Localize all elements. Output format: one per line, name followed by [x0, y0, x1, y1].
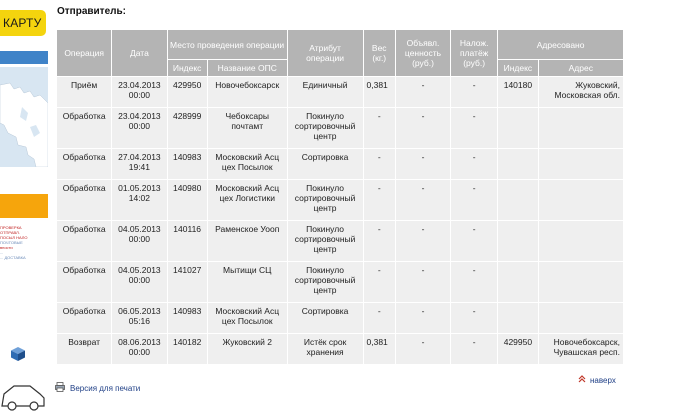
promo-line: ПОЧТОВЫЕ [0, 240, 23, 245]
cell-declared-value: - [396, 262, 450, 302]
cell-ops-name: Чебоксары почтамт [208, 108, 287, 148]
header-attribute: Атрибут операции [288, 30, 363, 76]
cell-date: 04.05.2013 00:00 [112, 262, 166, 302]
sender-label: Отправитель: [57, 6, 126, 17]
cell-operation: Обработка [57, 180, 111, 220]
cell-weight: 0,381 [364, 77, 395, 107]
cell-attribute: Сортировка [288, 149, 363, 179]
cell-declared-value: - [396, 180, 450, 220]
cell-declared-value: - [396, 303, 450, 333]
table-row [57, 303, 623, 333]
cell-index: 140983 [168, 149, 207, 179]
header-addressed-group: Адресовано [498, 30, 623, 59]
promo-line: ... [0, 250, 4, 255]
cell-cod: - [451, 108, 497, 148]
cell-cod: - [451, 334, 497, 364]
cell-ops-name: Мытищи СЦ [208, 262, 287, 302]
cell-attribute: Покинуло сортировочный центр [288, 262, 363, 302]
cell-address [539, 262, 623, 302]
cell-index: 140983 [168, 303, 207, 333]
cell-declared-value: - [396, 108, 450, 148]
cell-address [539, 221, 623, 261]
cell-declared-value: - [396, 221, 450, 261]
cell-index: 429950 [168, 77, 207, 107]
map-button-label: КАРТУ [3, 16, 42, 30]
table-row [57, 180, 623, 220]
table-row [57, 108, 623, 148]
box-icon [10, 346, 26, 362]
cell-address: Новочебоксарск, Чувашская респ. [539, 334, 623, 364]
cell-addr-index [498, 262, 537, 302]
cell-addr-index [498, 149, 537, 179]
cell-date: 04.05.2013 00:00 [112, 221, 166, 261]
header-operation: Операция [57, 30, 111, 76]
header-cod: Налож. платёж (руб.) [451, 30, 497, 76]
print-version-label: Версия для печати [70, 383, 141, 393]
table-row [57, 262, 623, 302]
cell-weight: - [364, 149, 395, 179]
back-to-top-label: наверх [590, 375, 616, 385]
car-icon [0, 376, 48, 412]
cell-date: 08.06.2013 00:00 [112, 334, 166, 364]
header-declared-value: Объявл. ценность (руб.) [396, 30, 450, 76]
left-sidebar [0, 0, 48, 412]
cell-ops-name: Московский Асц цех Логистики [208, 180, 287, 220]
cell-address [539, 303, 623, 333]
cell-attribute: Единичный [288, 77, 363, 107]
cell-date: 06.05.2013 05:16 [112, 303, 166, 333]
cell-addr-index [498, 180, 537, 220]
cell-declared-value: - [396, 334, 450, 364]
cell-cod: - [451, 149, 497, 179]
cell-ops-name: Московский Асц цех Посылок [208, 149, 287, 179]
cell-index: 428999 [168, 108, 207, 148]
table-row [57, 77, 623, 107]
header-date: Дата [112, 30, 166, 76]
cell-addr-index [498, 221, 537, 261]
cell-declared-value: - [396, 77, 450, 107]
cell-address [539, 180, 623, 220]
cell-ops-name: Московский Асц цех Посылок [208, 303, 287, 333]
header-address: Адрес [539, 60, 623, 76]
cell-attribute: Покинуло сортировочный центр [288, 221, 363, 261]
print-version-link[interactable] [55, 382, 140, 394]
cell-operation: Обработка [57, 303, 111, 333]
cell-date: 23.04.2013 00:00 [112, 77, 166, 107]
cell-operation: Обработка [57, 108, 111, 148]
cell-weight: - [364, 303, 395, 333]
cell-date: 01.05.2013 14:02 [112, 180, 166, 220]
back-to-top-link[interactable] [578, 375, 616, 385]
sidebar-orange-bar[interactable] [0, 194, 48, 218]
cell-operation: Обработка [57, 221, 111, 261]
cell-addr-index [498, 108, 537, 148]
cell-operation: Приём [57, 77, 111, 107]
cell-addr-index: 140180 [498, 77, 537, 107]
header-addr-index: Индекс [498, 60, 537, 76]
cell-cod: - [451, 77, 497, 107]
cell-cod: - [451, 221, 497, 261]
cell-date: 27.04.2013 19:41 [112, 149, 166, 179]
cell-weight: 0,381 [364, 334, 395, 364]
cell-addr-index: 429950 [498, 334, 537, 364]
cell-attribute: Сортировка [288, 303, 363, 333]
sidebar-blue-bar [0, 51, 48, 64]
promo-line: вности [0, 245, 13, 250]
table-row [57, 334, 623, 364]
table-row [57, 221, 623, 261]
cell-address [539, 149, 623, 179]
cell-ops-name: Раменское Уооп [208, 221, 287, 261]
header-place-group: Место проведения операции [168, 30, 287, 59]
cell-cod: - [451, 262, 497, 302]
print-icon [55, 382, 65, 394]
cell-ops-name: Жуковский 2 [208, 334, 287, 364]
map-button[interactable] [0, 10, 46, 36]
operations-table [56, 29, 624, 365]
cell-weight: - [364, 180, 395, 220]
cell-operation: Возврат [57, 334, 111, 364]
header-ops-name: Название ОПС [208, 60, 287, 76]
cell-index: 141027 [168, 262, 207, 302]
cell-cod: - [451, 303, 497, 333]
cell-ops-name: Новочебоксарск [208, 77, 287, 107]
cell-cod: - [451, 180, 497, 220]
table-row [57, 149, 623, 179]
promo-line: ... ДОСТАВКА [0, 255, 26, 260]
promo-line: ПОСЫЛ НАЛО [0, 235, 28, 240]
cell-weight: - [364, 221, 395, 261]
cell-attribute: Покинуло сортировочный центр [288, 108, 363, 148]
cell-index: 140980 [168, 180, 207, 220]
cell-address [539, 108, 623, 148]
cell-addr-index [498, 303, 537, 333]
cell-attribute: Истёк срок хранения [288, 334, 363, 364]
cell-address: Жуковский, Московская обл. [539, 77, 623, 107]
cell-weight: - [364, 108, 395, 148]
cell-index: 140116 [168, 221, 207, 261]
cell-attribute: Покинуло сортировочный центр [288, 180, 363, 220]
cell-operation: Обработка [57, 149, 111, 179]
cell-declared-value: - [396, 149, 450, 179]
map-icon[interactable] [0, 67, 48, 167]
cell-index: 140182 [168, 334, 207, 364]
header-index: Индекс [168, 60, 207, 76]
arrow-up-icon [578, 375, 586, 385]
cell-weight: - [364, 262, 395, 302]
header-weight: Вес (кг.) [364, 30, 395, 76]
promo-line: ПРОВЕРКА [0, 225, 22, 230]
promo-line: ОТПРАВЛ. [0, 230, 20, 235]
cell-date: 23.04.2013 00:00 [112, 108, 166, 148]
cell-operation: Обработка [57, 262, 111, 302]
